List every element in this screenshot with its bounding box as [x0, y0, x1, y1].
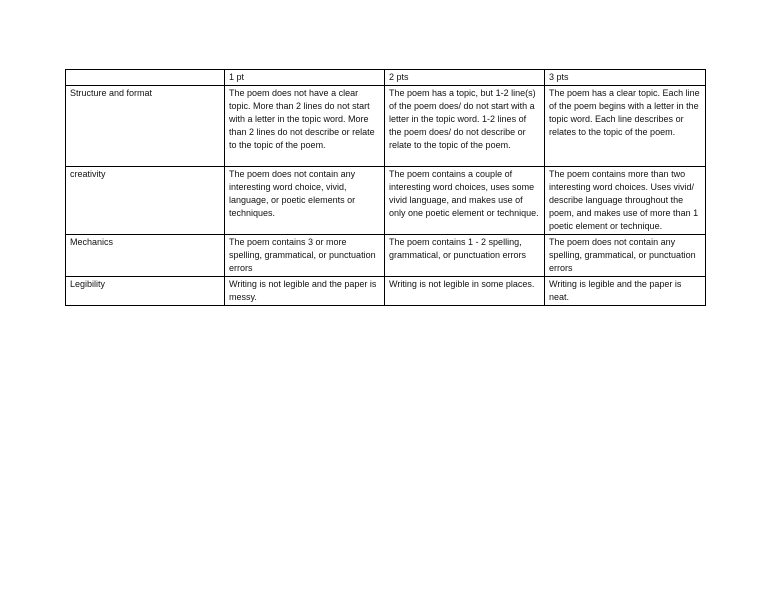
- header-cell-3pts: 3 pts: [545, 70, 706, 86]
- rubric-cell: The poem contains 3 or more spelling, grammatical, or punctuation errors: [225, 235, 385, 277]
- rubric-table: [65, 69, 706, 306]
- rubric-cell: Writing is not legible in some places.: [385, 277, 545, 306]
- header-cell-1pt: 1 pt: [225, 70, 385, 86]
- rubric-cell: The poem does not contain any spelling, grammatical, or punctuation errors: [545, 235, 706, 277]
- rubric-cell: The poem does not have a clear topic. More than 2 lines do not start with a letter in the topic word. More than 2 lines do not describe or relate to the topic of the poem.: [225, 86, 385, 167]
- rubric-cell: Writing is legible and the paper is neat.: [545, 277, 706, 306]
- rubric-cell: Writing is not legible and the paper is messy.: [225, 277, 385, 306]
- rubric-cell: The poem has a clear topic. Each line of the poem begins with a letter in the topic word. Each line describes or relates to the topic of the poem.: [545, 86, 706, 167]
- table-row: [66, 277, 706, 306]
- table-row: [66, 167, 706, 235]
- rubric-cell: The poem has a topic, but 1-2 line(s) of the poem does/ do not start with a letter in the topic word. 1-2 lines of the poem does/ do not describe or relate to the topic of the poem.: [385, 86, 545, 167]
- criterion-label: Structure and format: [66, 86, 225, 167]
- rubric-cell: The poem does not contain any interesting word choice, vivid, language, or poetic elements or techniques.: [225, 167, 385, 235]
- criterion-label: Legibility: [66, 277, 225, 306]
- rubric-cell: The poem contains 1 - 2 spelling, grammatical, or punctuation errors: [385, 235, 545, 277]
- rubric-cell: The poem contains a couple of interesting word choices, uses some vivid language, and makes use of only one poetic element or technique.: [385, 167, 545, 235]
- rubric-cell: The poem contains more than two interesting word choices. Uses vivid/ describe language throughout the poem, and makes use of more than 1 poetic element or technique.: [545, 167, 706, 235]
- criterion-label: Mechanics: [66, 235, 225, 277]
- table-row: [66, 86, 706, 167]
- header-cell-2pts: 2 pts: [385, 70, 545, 86]
- table-row: [66, 235, 706, 277]
- header-cell-empty: [66, 70, 225, 86]
- criterion-label: creativity: [66, 167, 225, 235]
- header-row: [66, 70, 706, 86]
